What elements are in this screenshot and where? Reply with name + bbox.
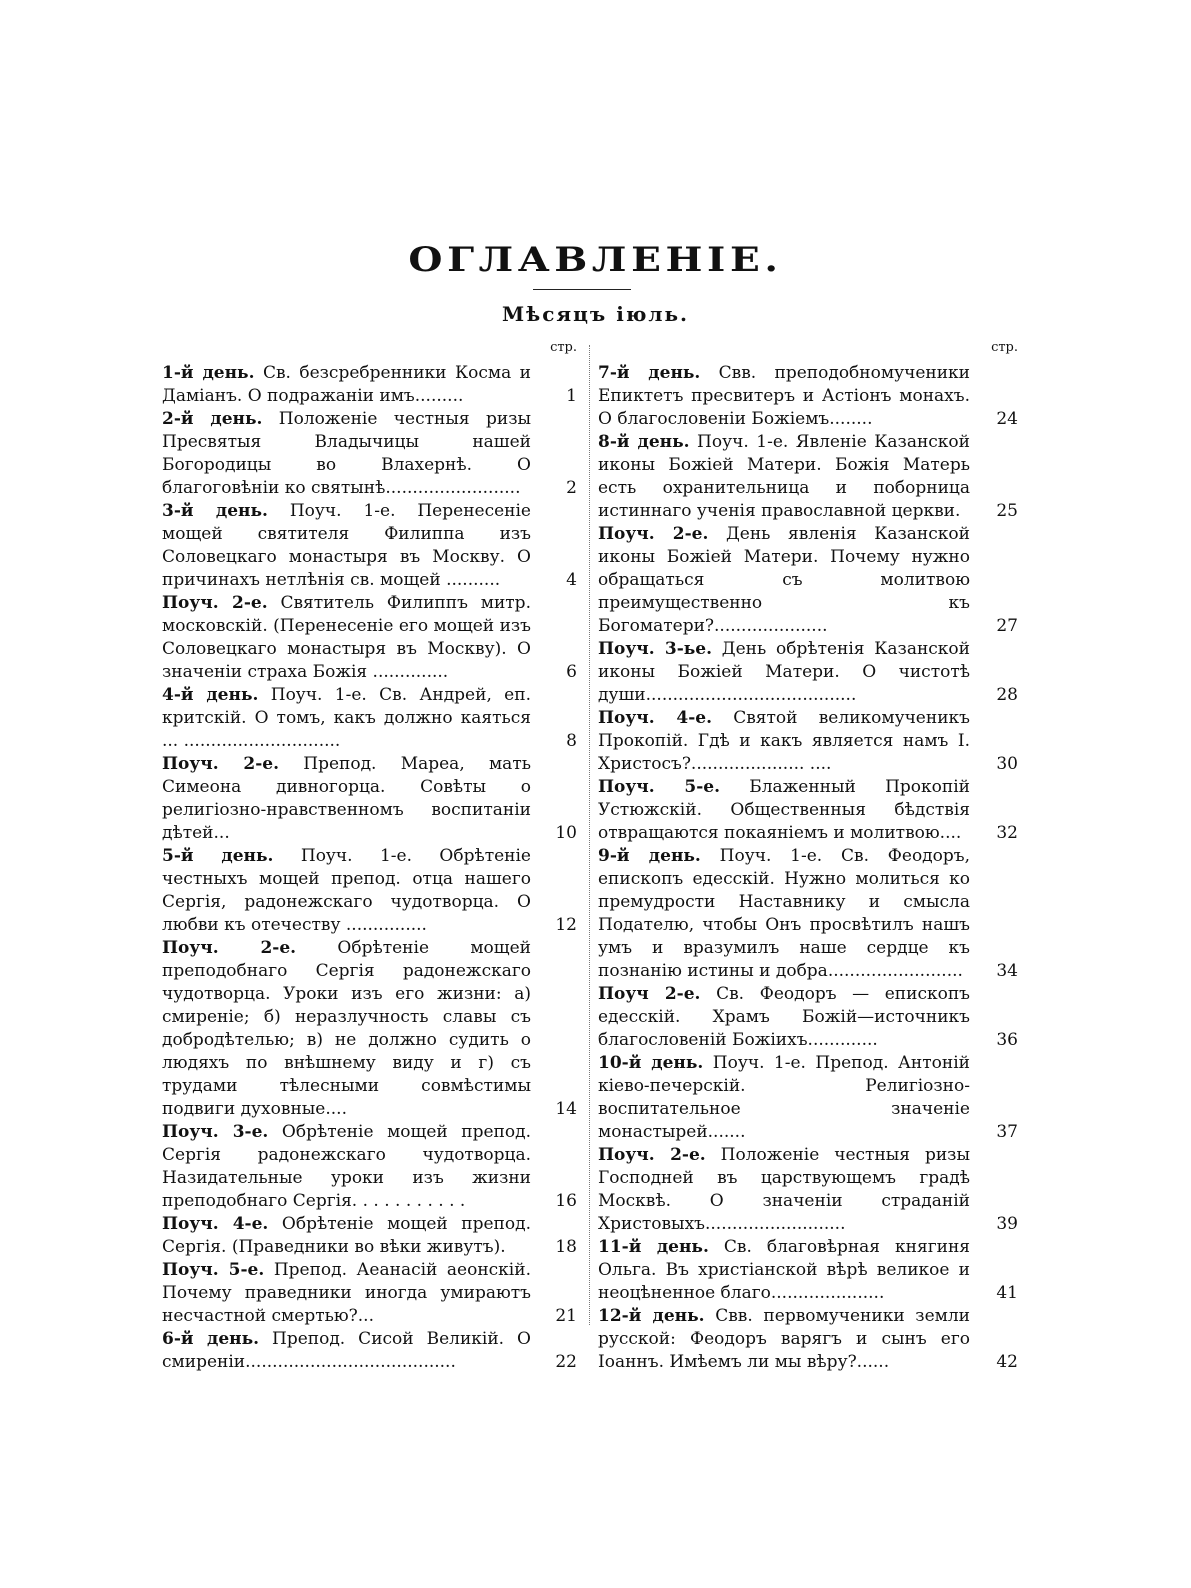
- toc-entry-text: [598, 431, 976, 523]
- toc-entry: [598, 362, 1018, 431]
- toc-entry-page-number: 34: [996, 961, 1018, 981]
- toc-entry-heading: Поуч. 3-е.: [162, 1122, 269, 1142]
- toc-entry-page-number: 30: [996, 754, 1018, 774]
- toc-entry-heading: Поуч. 2-е.: [162, 754, 280, 774]
- toc-entry: [598, 1236, 1018, 1305]
- toc-entry: [598, 1052, 1018, 1144]
- toc-entry-page-number: 14: [555, 1099, 577, 1119]
- toc-entry-text: [162, 845, 537, 937]
- toc-entry-page-number: 28: [996, 685, 1018, 705]
- toc-entry-heading: 6-й день.: [162, 1329, 260, 1349]
- toc-entry-text: [598, 776, 976, 845]
- toc-entry: [598, 1305, 1018, 1374]
- toc-entry-heading: 2-й день.: [162, 409, 263, 429]
- toc-entry-page-number: 1: [566, 386, 577, 406]
- toc-entry-description: Обрѣтеніе мощей препод. Сергія радонежскаго чудотворца. Назидательные уроки изъ жизни преподобнаго Сергія. . . . . . . . . . .: [162, 1122, 531, 1211]
- toc-entry-text: [162, 1121, 537, 1213]
- toc-entry: [598, 845, 1018, 983]
- toc-entry-text: [162, 500, 537, 592]
- toc-list-left: [162, 362, 577, 1374]
- toc-entry-text: [598, 845, 976, 983]
- toc-entry: [162, 684, 577, 753]
- toc-right-column: [598, 340, 1018, 1374]
- toc-entry: [162, 1328, 577, 1374]
- toc-entry-text: [162, 937, 537, 1121]
- toc-entry-heading: Поуч. 2-е.: [162, 938, 297, 958]
- toc-entry-page-number: 32: [996, 823, 1018, 843]
- toc-entry-description: Поуч. 1-е. Св. Андрей, еп. критскій. О томъ, какъ должно каяться ... .............................: [162, 685, 531, 751]
- page-column-label: стр.: [991, 340, 1018, 355]
- toc-entry-page-number: 25: [996, 501, 1018, 521]
- toc-entry: [598, 431, 1018, 523]
- toc-entry: [162, 845, 577, 937]
- toc-entry-page-number: 39: [996, 1214, 1018, 1234]
- toc-entry-text: [598, 362, 976, 431]
- toc-entry-page-number: 6: [566, 662, 577, 682]
- toc-entry-heading: Поуч. 4-е.: [162, 1214, 269, 1234]
- toc-entry: [598, 523, 1018, 638]
- toc-entry-description: Обрѣтеніе мощей преподобнаго Сергія радонежскаго чудотворца. Уроки изъ его жизни: а) смиреніе; б) неразлучность славы съ добродѣтелью; в) не должно судить о людяхъ по внѣшнему виду и г) съ трудами тѣлесными совмѣстимы подвиги духовные....: [162, 938, 531, 1119]
- toc-entry-heading: Поуч 2-е.: [598, 984, 701, 1004]
- toc-entry-text: [598, 1052, 976, 1144]
- toc-entry-description: Св. Феодоръ — епископъ едесскій. Храмъ Божій—источникъ благословеній Божіихъ.............: [598, 984, 971, 1050]
- toc-entry: [162, 937, 577, 1121]
- toc-entry: [162, 500, 577, 592]
- toc-entry-page-number: 12: [555, 915, 577, 935]
- toc-entry: [598, 638, 1018, 707]
- toc-entry-heading: 9-й день.: [598, 846, 701, 866]
- toc-entry-heading: 7-й день.: [598, 363, 701, 383]
- toc-entry-page-number: 27: [996, 616, 1018, 636]
- toc-entry-description: Препод. Аеанасій аеонскій. Почему праведники иногда умираютъ несчастной смертью?...: [162, 1260, 531, 1326]
- toc-entry-heading: Поуч. 2-е.: [162, 593, 268, 613]
- toc-entry-description: Святитель Филиппъ митр. московскій. (Перенесеніе его мощей изъ Соловецкаго монастыря въ Москву). О значеніи страха Божія ..............: [162, 593, 531, 682]
- toc-entry-heading: 5-й день.: [162, 846, 274, 866]
- toc-entry-text: [162, 408, 537, 500]
- toc-entry-heading: 11-й день.: [598, 1237, 709, 1257]
- toc-entry-page-number: 24: [996, 409, 1018, 429]
- toc-entry-text: [598, 983, 976, 1052]
- toc-entry: [162, 1213, 577, 1259]
- toc-entry-description: Св. благовѣрная княгиня Ольга. Въ христіанской вѣрѣ великое и неоцѣненное благо.....................: [598, 1237, 970, 1303]
- toc-entry-heading: Поуч. 4-е.: [598, 708, 712, 728]
- toc-entry-text: [598, 1144, 976, 1236]
- toc-entry-description: Поуч. 1-е. Препод. Антоній кіево-печерскій. Религіозно-воспитательное значеніе монастырей.......: [598, 1053, 970, 1142]
- toc-entry-description: Препод. Сисой Великій. О смиреніи.......................................: [162, 1329, 531, 1372]
- toc-entry-page-number: 21: [555, 1306, 577, 1326]
- toc-entry: [162, 592, 577, 684]
- toc-entry-page-number: 10: [555, 823, 577, 843]
- toc-left-column: [162, 340, 577, 1374]
- toc-entry: [598, 776, 1018, 845]
- toc-entry-text: [162, 753, 537, 845]
- toc-entry-description: Св. безсребренники Косма и Даміанъ. О подражаніи имъ.........: [162, 363, 531, 406]
- toc-entry-text: [162, 1328, 537, 1374]
- toc-entry: [598, 1144, 1018, 1236]
- section-subtitle: Мѣсяцъ іюль.: [502, 302, 689, 326]
- toc-entry-heading: 4-й день.: [162, 685, 259, 705]
- toc-entry: [162, 753, 577, 845]
- toc-entry-page-number: 41: [996, 1283, 1018, 1303]
- toc-entry-text: [598, 638, 976, 707]
- toc-entry-text: [162, 362, 537, 408]
- toc-entry-page-number: 42: [996, 1352, 1018, 1372]
- toc-entry-heading: Поуч. 5-е.: [162, 1260, 265, 1280]
- toc-entry-description: Поуч. 1-е. Явленіе Казанской иконы Божіей Матери. Божія Матерь есть охранительница и поборница истиннаго ученія православной церкви.: [598, 432, 970, 521]
- title-rule: [533, 289, 631, 290]
- toc-entry-text: [162, 1259, 537, 1328]
- toc-entry-description: Поуч. 1-е. Св. Феодоръ, епископъ едесскій. Нужно молиться ко премудрости Наставнику и смысла Подателю, чтобы Онъ просвѣтилъ нашъ умъ и вразумилъ наше сердце къ познанію истины и добра.........................: [598, 846, 970, 981]
- toc-entry-description: Блаженный Прокопій Устюжскій. Общественныя бѣдствія отвращаются покаяніемъ и молитвою....: [598, 777, 970, 843]
- toc-entry-heading: Поуч. 2-е.: [598, 1145, 706, 1165]
- toc-entry-description: Обрѣтеніе мощей препод. Сергія. (Праведники во вѣки живутъ).: [162, 1214, 531, 1257]
- toc-entry-description: Препод. Мареа, мать Симеона дивногорца. Совѣты о религіозно-нравственномъ воспитаніи дѣтей...: [162, 754, 531, 843]
- toc-entry-page-number: 2: [566, 478, 577, 498]
- toc-entry: [598, 707, 1018, 776]
- toc-entry-heading: 12-й день.: [598, 1306, 705, 1326]
- toc-entry-text: [598, 523, 976, 638]
- toc-entry-text: [162, 1213, 537, 1259]
- toc-entry-page-number: 22: [555, 1352, 577, 1372]
- toc-entry-text: [162, 684, 537, 753]
- toc-entry-page-number: 16: [555, 1191, 577, 1211]
- page-title: ОГЛАВЛЕНІЕ.: [408, 240, 783, 280]
- toc-entry-description: День явленія Казанской иконы Божіей Матери. Почему нужно обращаться съ молитвою преимущественно къ Богоматери?.....................: [598, 524, 970, 636]
- toc-entry-description: Поуч. 1-е. Обрѣтеніе честныхъ мощей препод. отца нашего Сергія, радонежскаго чудотворца. О любви къ отечеству ...............: [162, 846, 531, 935]
- toc-entry: [162, 1259, 577, 1328]
- toc-entry-description: Святой великомученикъ Прокопій. Гдѣ и какъ является намъ І. Христосъ?..................... ....: [598, 708, 970, 774]
- toc-entry-page-number: 37: [996, 1122, 1018, 1142]
- toc-entry-page-number: 8: [566, 731, 577, 751]
- toc-entry-heading: 1-й день.: [162, 363, 255, 383]
- toc-entry-description: Свв. первомученики земли русской: Феодоръ варягъ и сынъ его Іоаннъ. Имѣемъ ли мы вѣру?......: [598, 1306, 970, 1372]
- toc-entry-description: Свв. преподобномученики Епиктетъ пресвитеръ и Астіонъ монахъ. О благословеніи Божіемъ........: [598, 363, 970, 429]
- toc-entry-heading: 8-й день.: [598, 432, 690, 452]
- toc-entry-text: [162, 592, 537, 684]
- toc-entry-heading: 10-й день.: [598, 1053, 704, 1073]
- toc-entry-description: Поуч. 1-е. Перенесеніе мощей святителя Филиппа изъ Соловецкаго монастыря въ Москву. О причинахъ нетлѣнія св. мощей ..........: [162, 501, 531, 590]
- toc-entry-text: [598, 1236, 976, 1305]
- toc-entry-heading: Поуч. 3-ье.: [598, 639, 713, 659]
- toc-entry-heading: Поуч. 5-е.: [598, 777, 720, 797]
- toc-entry: [162, 408, 577, 500]
- toc-entry-description: Положеніе честныя ризы Господней въ царствующемъ градѣ Москвѣ. О значеніи страданій Христовыхъ..........................: [598, 1145, 970, 1234]
- toc-entry-text: [598, 707, 976, 776]
- toc-entry: [598, 983, 1018, 1052]
- toc-entry-text: [598, 1305, 976, 1374]
- toc-entry-page-number: 4: [566, 570, 577, 590]
- page-column-label: стр.: [550, 340, 577, 355]
- column-divider: [589, 345, 590, 1325]
- toc-entry: [162, 362, 577, 408]
- toc-entry-page-number: 36: [996, 1030, 1018, 1050]
- toc-list-right: [598, 362, 1018, 1374]
- toc-entry: [162, 1121, 577, 1213]
- toc-entry-description: День обрѣтенія Казанской иконы Божіей Матери. О чистотѣ души.......................................: [598, 639, 971, 705]
- toc-entry-page-number: 18: [555, 1237, 577, 1257]
- toc-entry-heading: 3-й день.: [162, 501, 268, 521]
- toc-entry-description: Положеніе честныя ризы Пресвятыя Владычицы нашей Богородицы во Влахернѣ. О благоговѣніи ко святынѣ.........................: [162, 409, 531, 498]
- toc-entry-heading: Поуч. 2-е.: [598, 524, 709, 544]
